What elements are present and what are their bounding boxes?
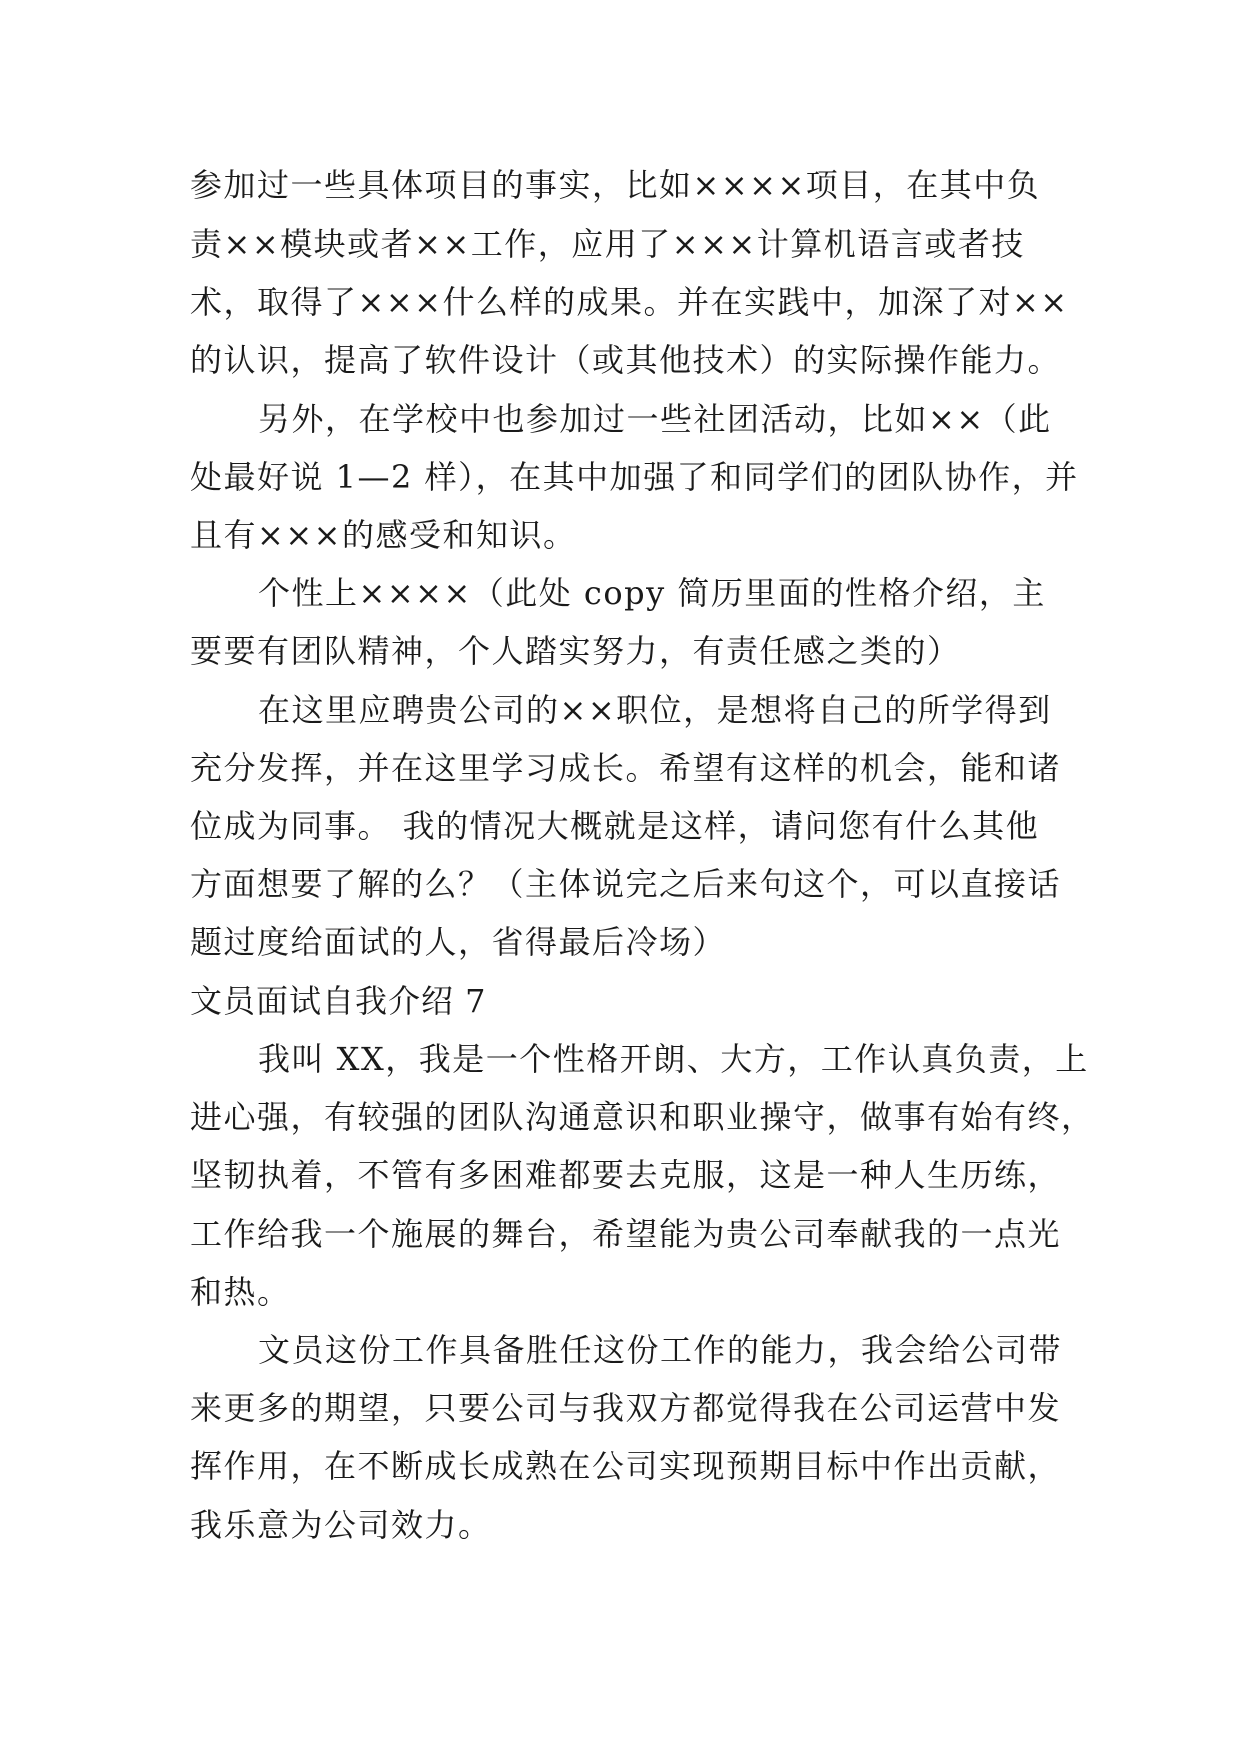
text-line: 处最好说 1—2 样），在其中加强了和同学们的团队协作，并 — [190, 458, 1079, 496]
paragraph-first-line: 文员这份工作具备胜任这份工作的能力，我会给公司带 — [258, 1331, 1063, 1369]
text-line: 挥作用，在不断成长成熟在公司实现预期目标中作出贡献， — [190, 1447, 1062, 1485]
text-line: 坚韧执着，不管有多困难都要去克服，这是一种人生历练， — [190, 1156, 1062, 1194]
text-line: 进心强，有较强的团队沟通意识和职业操守，做事有始有终， — [190, 1098, 1095, 1136]
paragraph-first-line: 个性上××××（此处 copy 简历里面的性格介绍，主 — [258, 574, 1046, 612]
text-line: 且有×××的感受和知识。 — [190, 516, 577, 554]
text-line: 方面想要了解的么？（主体说完之后来句这个，可以直接话 — [190, 865, 1062, 903]
text-line: 参加过一些具体项目的事实，比如××××项目，在其中负 — [190, 166, 1041, 204]
text-line: 要要有团队精神，个人踏实努力，有责任感之类的） — [190, 632, 961, 670]
text-line: 责××模块或者××工作，应用了×××计算机语言或者技 — [190, 225, 1025, 263]
text-line: 术，取得了×××什么样的成果。并在实践中，加深了对×× — [190, 283, 1069, 321]
text-line: 工作给我一个施展的舞台，希望能为贵公司奉献我的一点光 — [190, 1215, 1062, 1253]
text-line: 和热。 — [190, 1273, 291, 1311]
text-line: 题过度给面试的人，省得最后冷场） — [190, 923, 727, 961]
text-line: 充分发挥，并在这里学习成长。希望有这样的机会，能和诸 — [190, 749, 1062, 787]
paragraph-first-line: 在这里应聘贵公司的××职位，是想将自己的所学得到 — [258, 691, 1052, 729]
paragraph-first-line: 另外，在学校中也参加过一些社团活动，比如××（此 — [258, 400, 1052, 438]
text-line: 来更多的期望，只要公司与我双方都觉得我在公司运营中发 — [190, 1389, 1062, 1427]
text-line: 位成为同事。 我的情况大概就是这样，请问您有什么其他 — [190, 807, 1040, 845]
section-heading: 文员面试自我介绍 7 — [190, 982, 487, 1020]
paragraph-first-line: 我叫 XX，我是一个性格开朗、大方，工作认真负责，上 — [258, 1040, 1089, 1078]
text-line: 的认识，提高了软件设计（或其他技术）的实际操作能力。 — [190, 341, 1062, 379]
text-line: 我乐意为公司效力。 — [190, 1506, 492, 1544]
